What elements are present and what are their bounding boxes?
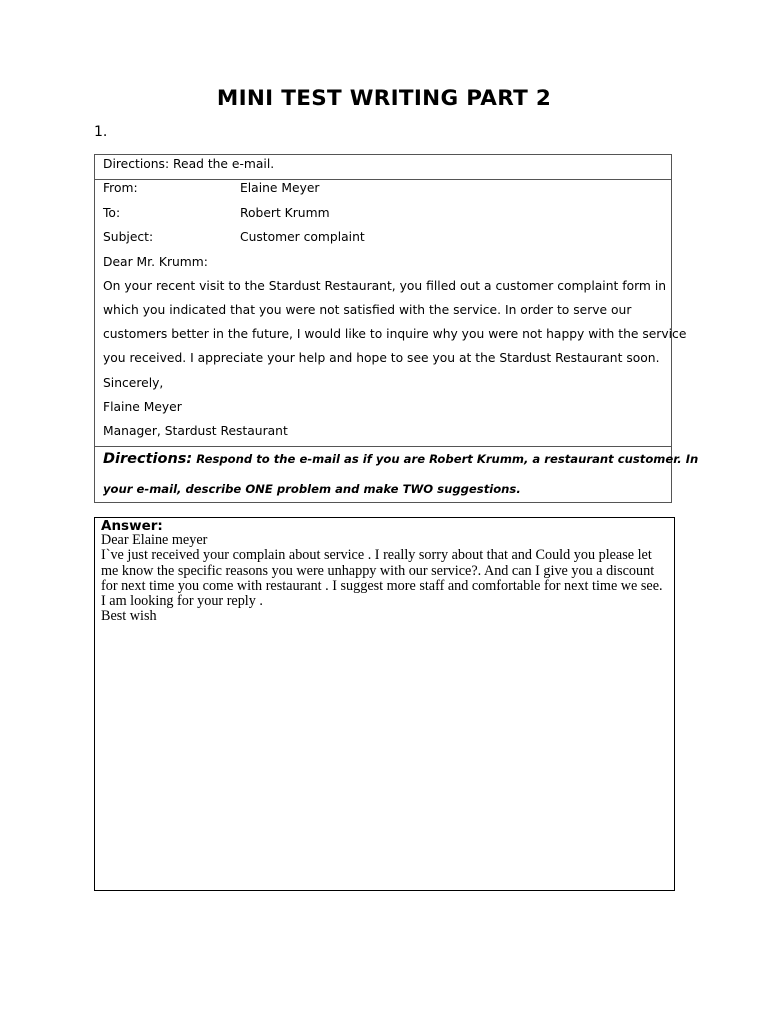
page-title: MINI TEST WRITING PART 2 <box>216 86 552 111</box>
signature-title: Manager, Stardust Restaurant <box>103 424 288 438</box>
subject-label: Subject: <box>103 230 154 244</box>
divider <box>95 446 671 447</box>
answer-line: I`ve just received your complain about service . I really sorry about that and Could you please let <box>101 547 652 564</box>
answer-label: Answer: <box>101 518 163 534</box>
email-box <box>94 154 699 503</box>
greeting: Dear Mr. Krumm: <box>103 255 208 269</box>
email-body-line: you received. I appreciate your help and hope to see you at the Stardust Restaurant soon. <box>103 351 660 365</box>
respond-directions-text: Respond to the e-mail as if you are Robert Krumm, a restaurant customer. In <box>196 452 699 466</box>
question-number: 1. <box>94 124 108 140</box>
to-label: To: <box>103 206 121 220</box>
answer-line: me know the specific reasons you were unhappy with our service?. And can I give you a discount <box>101 562 655 579</box>
signature-name: Flaine Meyer <box>103 400 182 414</box>
email-body-line: On your recent visit to the Stardust Restaurant, you filled out a customer complaint form in <box>103 279 667 293</box>
email-body-line: which you indicated that you were not satisfied with the service. In order to serve our <box>103 303 632 317</box>
closing: Sincerely, <box>103 376 164 390</box>
answer-line: Best wish <box>101 608 157 625</box>
answer-text <box>101 533 666 625</box>
answer-line: for next time you come with restaurant . I suggest more staff and comfortable for next time we see. <box>101 577 663 594</box>
respond-directions-line2: your e-mail, describe ONE problem and make TWO suggestions. <box>103 482 521 496</box>
subject-value: Customer complaint <box>240 230 365 244</box>
from-value: Elaine Meyer <box>240 181 320 195</box>
answer-box[interactable] <box>94 517 675 891</box>
answer-line: I am looking for your reply . <box>101 593 263 610</box>
from-label: From: <box>103 181 138 195</box>
directions-read: Directions: Read the e-mail. <box>103 157 275 171</box>
respond-directions-line1 <box>103 451 698 467</box>
email-body-line: customers better in the future, I would like to inquire why you were not happy with the service <box>103 327 687 341</box>
to-value: Robert Krumm <box>240 206 330 220</box>
respond-directions-label: Directions: <box>103 451 193 467</box>
answer-line: Dear Elaine meyer <box>101 532 208 548</box>
divider <box>95 179 671 180</box>
